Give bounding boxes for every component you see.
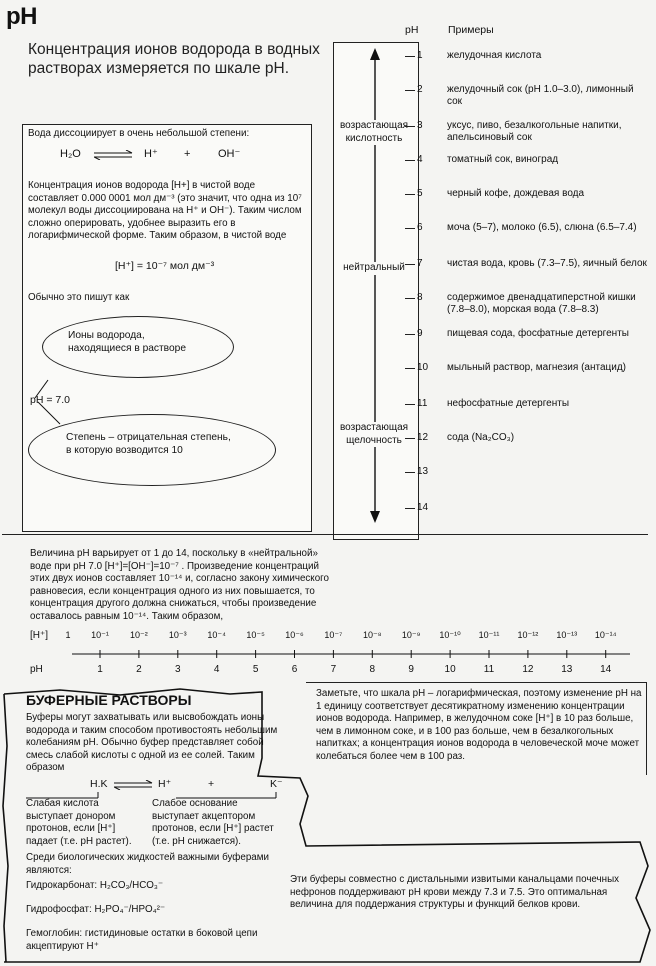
usual-text: Обычно это пишут как	[28, 292, 130, 303]
scale-tick	[405, 508, 415, 509]
h-tick-label: 10⁻¹	[91, 630, 109, 640]
scale-example: желудочная кислота	[447, 50, 542, 61]
scale-example: черный кофе, дождевая вода	[447, 188, 585, 199]
h-label: [H⁺]	[30, 630, 49, 641]
ph-tick-label: 11	[483, 664, 495, 675]
buffer-plus: +	[208, 778, 215, 790]
scale-example: уксус, пиво, безалкогольные напитки, апельсиновый сок	[447, 120, 622, 143]
formula: [H⁺] = 10⁻⁷ мол дм⁻³	[115, 260, 215, 272]
scale-tick	[405, 90, 415, 91]
h-tick-label: 10⁻²	[130, 630, 148, 640]
h-tick-label: 10⁻¹²	[517, 630, 539, 640]
ph-tick-label: 3	[175, 664, 181, 675]
ellipse1-text: Ионы водорода, находящиеся в растворе	[68, 330, 186, 354]
h-tick-label: 1	[65, 630, 71, 640]
scale-value: 2	[417, 84, 423, 95]
h-tick-label: 10⁻⁶	[285, 630, 304, 640]
scale-value: 14	[417, 502, 429, 513]
ph-equation: pH = 7.0	[30, 394, 70, 406]
scale-example: сода (Na₂CO₃)	[447, 432, 515, 443]
scale-tick	[405, 438, 415, 439]
scale-example: чистая вода, кровь (7.3–7.5), яичный белок	[447, 258, 647, 269]
scale-value: 11	[417, 398, 428, 409]
ph-tick-label: 7	[330, 664, 337, 675]
weak-base-text: Слабое основание выступает акцептором протонов, если [H⁺] растет (т.е. pH снижается).	[152, 798, 274, 847]
scale-tick	[405, 334, 415, 335]
log-note: Заметьте, что шкала pH – логарифмическая, поэтому изменение pH на 1 единицу соответствует десятикратному изменению концентрации ионов водорода. Например, в желудочном соке [H⁺] в 10 раз больше, чем в лимонном соке, и в 100 раз больше, чем в безалкогольных напитках; а концентрация ионов водорода в человеческой моче может колебаться более чем в 100 раз.	[316, 688, 642, 762]
bottom-note: Эти буферы совместно с дистальными извитыми канальцами почечных нефронов поддерживают pH крови между 7.3 и 7.5. Это оптимальная величина для поддержания структуры и функций белков крови.	[290, 874, 620, 910]
scale-tick	[405, 126, 415, 127]
ph-tick-label: 2	[136, 664, 142, 675]
buffer-title: БУФЕРНЫЕ РАСТВОРЫ	[26, 692, 192, 708]
h-tick-label: 10⁻¹⁰	[439, 630, 461, 640]
scale-example: пищевая сода, фосфатные детергенты	[447, 328, 629, 339]
h-tick-label: 10⁻¹⁴	[594, 630, 617, 640]
ph-tick-label: 12	[522, 664, 534, 675]
scale-tick	[405, 56, 415, 57]
scale-example: нефосфатные детергенты	[447, 398, 570, 409]
scale-example: моча (5–7), молоко (6.5), слюна (6.5–7.4)	[447, 222, 637, 233]
scale-tick	[405, 298, 415, 299]
h-tick-label: 10⁻³	[168, 630, 187, 640]
equilibrium-icon	[94, 150, 134, 160]
ph-tick-label: 8	[369, 664, 376, 675]
water-paragraph: Концентрация ионов водорода [H+] в чистой воде составляет 0.000 0001 мол дм⁻³ (это значит, что одна из 10⁷ молекул воды диссоциирована на H⁺ и OH⁻). Таким числом сложно оперировать, удобнее выразить его в логарифмической форме. Таким образом, в чистой воде	[28, 180, 302, 241]
scale-value: 4	[417, 154, 423, 165]
scale-tick	[405, 264, 415, 265]
ph-tick-label: 9	[408, 664, 414, 675]
ph-axis-label: pH	[30, 664, 43, 675]
scale-header-examples: Примеры	[448, 24, 494, 36]
scale-example: томатный сок, виноград	[447, 154, 559, 165]
middle-border	[2, 534, 648, 535]
h-tick-label: 10⁻¹¹	[478, 630, 500, 640]
base-label: возрастающая щелочность	[337, 422, 411, 447]
scale-tick	[405, 160, 415, 161]
page-subtitle: Концентрация ионов водорода в водных растворах измеряется по шкале рН.	[28, 41, 320, 77]
scale-example: желудочный сок (pH 1.0–3.0), лимонный сок	[447, 84, 634, 107]
eq-h: H⁺	[144, 148, 158, 160]
scale-header-ph: pH	[405, 24, 419, 36]
scale-tick	[405, 368, 415, 369]
scale-value: 5	[417, 188, 423, 199]
buffer-hplus: H⁺	[158, 778, 172, 790]
scale-tick	[405, 472, 415, 473]
h-tick-label: 10⁻⁴	[207, 630, 226, 640]
eq-plus: +	[184, 148, 191, 160]
hemoglobin: Гемоглобин: гистидиновые остатки в боковой цепи акцептируют H⁺	[26, 928, 258, 952]
h-tick-label: 10⁻⁸	[363, 630, 382, 640]
ph-tick-label: 1	[97, 664, 103, 675]
scale-value: 13	[417, 466, 429, 477]
ph-tick-label: 4	[213, 664, 220, 675]
h-tick-label: 10⁻⁵	[246, 630, 265, 640]
buffer-equilibrium-icon	[114, 780, 154, 790]
buffer-hk: H.K	[90, 778, 108, 790]
scale-value: 6	[417, 222, 423, 233]
scale-example: содержимое двенадцатиперстной кишки (7.8–8.0), морская вода (7.8–8.3)	[447, 292, 636, 315]
buffer-paragraph: Буферы могут захватывать или высвобождать ионы водорода и таким способом противостоять небольшим колебаниям pH. Обычно буфер представляет собой смесь слабой кислоты с одной из ее солей. Таким образом	[26, 712, 278, 773]
acid-label: возрастающая кислотность	[337, 120, 411, 145]
scale-value: 8	[417, 292, 423, 303]
among-text: Среди биологических жидкостей важными буферами являются:	[26, 852, 269, 876]
middle-paragraph: Величина pH варьирует от 1 до 14, поскольку в «нейтральной» воде при pH 7.0 [H⁺]=[OH⁻]=10⁻⁷ . Произведение концентраций этих двух ионов составляет 10⁻¹⁴ и, согласно закону химического равновесия, если концентрация одного из них повышается, то концентрация другого должна снижаться, чтобы произведение оставалось равным 10⁻¹⁴. Таким образом,	[30, 548, 329, 622]
h-tick-label: 10⁻⁷	[324, 630, 343, 640]
water-intro: Вода диссоциирует в очень небольшой степени:	[28, 128, 250, 139]
page-title: pH	[6, 3, 37, 30]
phosphate: Гидрофосфат: H₂PO₄⁻/HPO₄²⁻	[26, 904, 166, 915]
h-tick-label: 10⁻¹³	[556, 630, 578, 640]
bicarbonate: Гидрокарбонат: H₂CO₃/HCO₃⁻	[26, 880, 164, 891]
scale-value: 1	[417, 50, 423, 61]
ph-tick-label: 10	[444, 664, 456, 675]
scale-tick	[405, 194, 415, 195]
scale-tick	[405, 228, 415, 229]
eq-oh: OH⁻	[218, 148, 241, 160]
ellipse2-text: Степень – отрицательная степень, в которую возводится 10	[66, 432, 231, 456]
ph-tick-label: 13	[561, 664, 573, 675]
scale-tick	[405, 404, 415, 405]
eq-left: H₂O	[60, 148, 81, 160]
scale-value: 7	[417, 258, 423, 269]
scale-value: 12	[417, 432, 429, 443]
ph-tick-label: 5	[252, 664, 259, 675]
h-tick-label: 10⁻⁹	[401, 630, 421, 640]
scale-example: мыльный раствор, магнезия (антацид)	[447, 362, 626, 373]
scale-value: 10	[417, 362, 429, 373]
scale-value: 3	[417, 120, 423, 131]
weak-acid-text: Слабая кислота выступает донором протонов, если [H⁺] падает (т.е. pH растет).	[26, 798, 132, 847]
neutral-label: нейтральный	[337, 262, 411, 275]
buffer-kminus: K⁻	[270, 778, 283, 790]
scale-value: 9	[417, 328, 423, 339]
ph-tick-label: 6	[291, 664, 298, 675]
ph-tick-label: 14	[600, 664, 612, 675]
